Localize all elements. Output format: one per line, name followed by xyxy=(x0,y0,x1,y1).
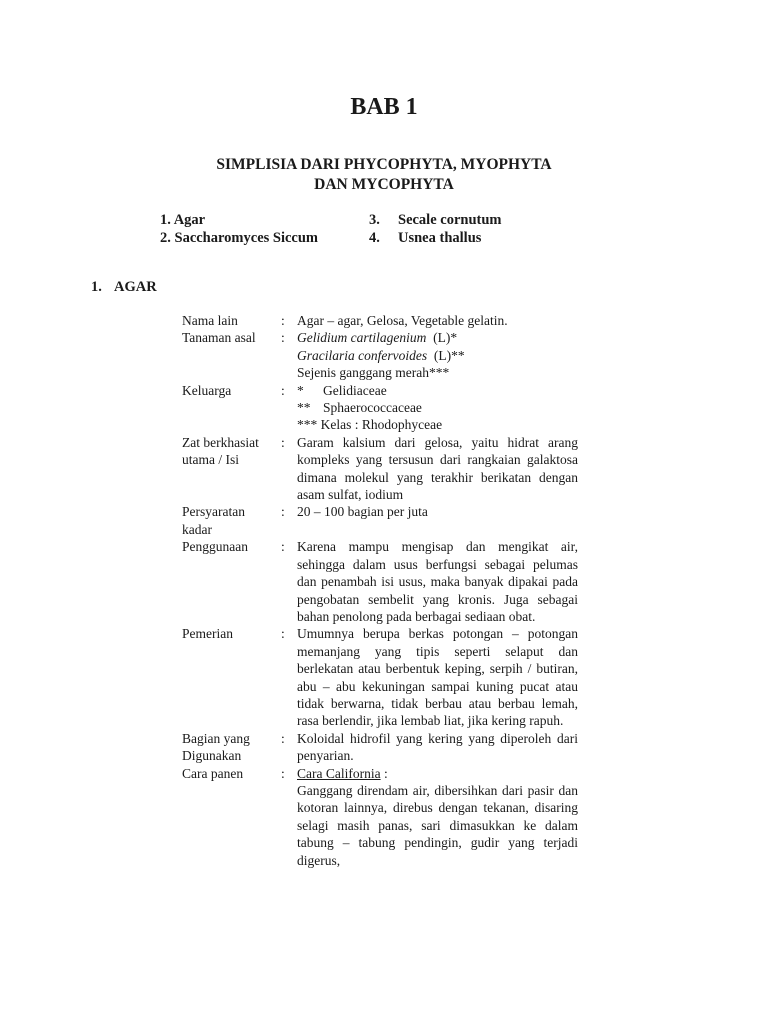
property-colon: : xyxy=(281,434,285,450)
subtitle-line-2: DAN MYCOPHYTA xyxy=(314,176,454,193)
property-label: Penggunaan xyxy=(182,539,248,555)
property-row-tanaman-asal xyxy=(182,329,578,381)
property-row-persyaratan xyxy=(182,503,578,538)
toc-item-label: Agar xyxy=(173,212,206,228)
toc-column-right xyxy=(369,211,502,247)
property-table xyxy=(182,312,578,869)
property-label: Pemerian xyxy=(182,626,233,642)
property-value: Agar – agar, Gelosa, Vegetable gelatin. xyxy=(297,313,508,328)
property-row-bagian-digunakan xyxy=(182,730,578,765)
property-row-nama-lain xyxy=(182,312,578,329)
property-colon: : xyxy=(281,765,285,781)
property-colon: : xyxy=(281,539,285,555)
property-value: Karena mampu mengisap dan mengikat air, sehingga dalam usus berfungsi sebagai pelumas dan penambah isi usus, maka banyak dipakai pada pengobatan sembelit yang kronis. Juga sebagai bahan penolong pada berbagai sediaan obat. xyxy=(297,539,578,624)
section-title: AGAR xyxy=(114,279,157,295)
toc-item-number: 2. xyxy=(160,230,171,246)
property-label: Zat berkhasiat utama / Isi xyxy=(182,434,259,468)
property-label: Tanaman asal xyxy=(182,330,256,346)
family-class: *** Kelas : Rhodophyceae xyxy=(297,417,443,433)
species-name: Gracilaria confervoides xyxy=(297,347,428,363)
property-colon: : xyxy=(281,730,285,746)
property-row-penggunaan xyxy=(182,538,578,625)
property-label: Persyaratan kadar xyxy=(182,504,245,537)
property-colon: : xyxy=(281,330,285,346)
property-value: Umumnya berupa berkas potongan – potongan memanjang yang tipis seperti selaput dan berlekatan atau berbentuk keping, serpih / butiran, abu – abu kekuningan sampai kuning pucat atau tidak berwarna, tidak berbau atau berbau lemah, rasa berlendir, jika lembab liat, jika kering rapuh. xyxy=(297,626,578,729)
footnote-marker: ** xyxy=(297,400,311,416)
species-name: Gelidium cartilagenium xyxy=(297,330,427,346)
toc-item-number: 3. xyxy=(369,212,380,228)
species-author: (L)* xyxy=(426,330,458,346)
property-row-cara-panen xyxy=(182,765,578,869)
toc-column-left xyxy=(160,211,318,247)
property-colon: : xyxy=(281,626,285,642)
toc-item-number: 4. xyxy=(369,230,380,246)
property-row-keluarga xyxy=(182,382,578,434)
property-value xyxy=(297,382,578,434)
property-colon: : xyxy=(281,382,285,398)
section-heading xyxy=(91,279,157,296)
property-row-zat-berkhasiat xyxy=(182,434,578,504)
property-label: Bagian yang Digunakan xyxy=(182,730,250,764)
chapter-subtitle xyxy=(0,155,768,195)
property-colon: : xyxy=(281,313,285,328)
method-suffix: : xyxy=(380,765,388,781)
chapter-title: BAB 1 xyxy=(350,94,418,120)
section-number: 1. xyxy=(91,279,102,295)
species-note: Sejenis ganggang merah*** xyxy=(297,365,450,381)
toc-item xyxy=(160,229,318,247)
property-label: Cara panen xyxy=(182,765,244,781)
property-colon: : xyxy=(281,504,285,520)
footnote-marker: * xyxy=(297,382,304,398)
toc-item-number: 1. xyxy=(160,212,171,228)
toc-item-label: Secale cornutum xyxy=(398,212,502,228)
subtitle-line-1: SIMPLISIA DARI PHYCOPHYTA, MYOPHYTA xyxy=(216,156,552,173)
property-label: Nama lain xyxy=(182,313,238,328)
property-row-pemerian xyxy=(182,625,578,729)
toc-item xyxy=(369,229,502,247)
property-value xyxy=(297,329,578,381)
toc-item-label: Usnea thallus xyxy=(398,230,482,246)
property-value: 20 – 100 bagian per juta xyxy=(297,504,428,520)
property-value xyxy=(297,765,578,869)
method-name: Cara California xyxy=(297,765,381,781)
family-name: Sphaerococcaceae xyxy=(323,400,422,416)
method-description: Ganggang direndam air, dibersihkan dari pasir dan kotoran lainnya, direbus dengan tekanan, disaring selagi masih panas, sari dimasukkan ke dalam tabung – tabung pendingin, gudir yang terjadi digerus, xyxy=(297,782,578,868)
toc-item xyxy=(160,211,318,229)
property-value: Koloidal hidrofil yang kering yang diperoleh dari penyarian. xyxy=(297,730,578,764)
toc-item-label: Saccharomyces Siccum xyxy=(174,230,318,246)
property-value: Garam kalsium dari gelosa, yaitu hidrat arang kompleks yang tersusun dari rangkaian galaktosa dimana molekul yang terakhir berikatan dengan asam sulfat, iodium xyxy=(297,434,578,503)
property-label: Keluarga xyxy=(182,382,232,398)
family-name: Gelidiaceae xyxy=(323,382,387,398)
toc-item xyxy=(369,211,502,229)
species-author: (L)** xyxy=(427,347,465,363)
